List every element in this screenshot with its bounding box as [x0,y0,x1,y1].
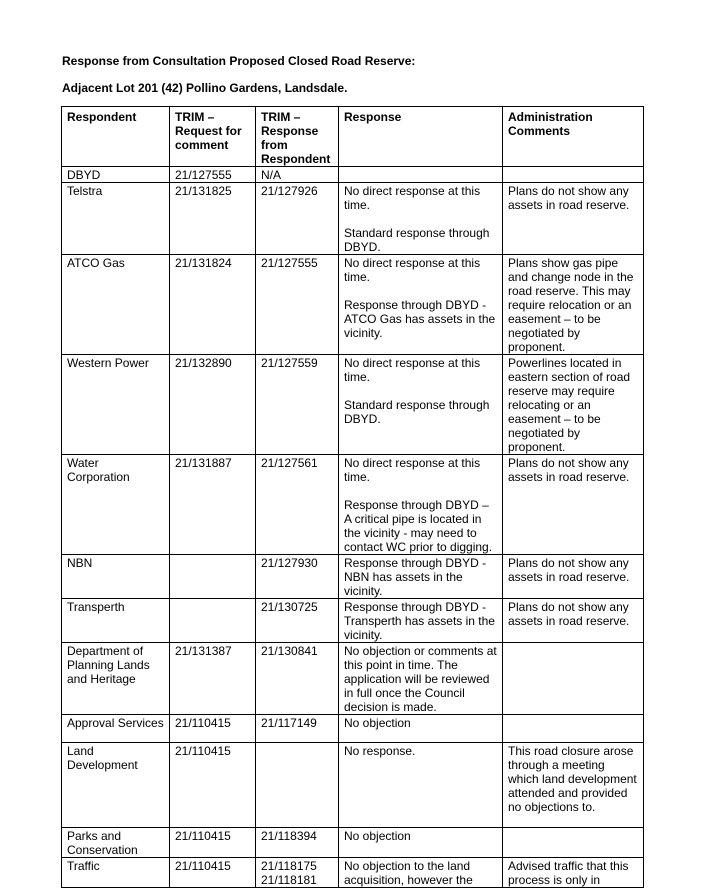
cell-trim-response: 21/118175 21/118181 [256,858,339,888]
cell-trim-response: 21/117149 [256,715,339,743]
table-row [62,858,644,888]
cell-respondent: Western Power [62,355,170,455]
cell-trim-response: 21/118394 [256,828,339,858]
cell-trim-request: 21/132890 [170,355,256,455]
cell-admin-comments: Advised traffic that this process is only in [503,858,644,888]
table-row [62,183,644,255]
cell-respondent: Telstra [62,183,170,255]
cell-trim-request: 21/131825 [170,183,256,255]
cell-response: No objection [339,828,503,858]
table-row [62,355,644,455]
cell-trim-request [170,555,256,599]
cell-trim-response: 21/127930 [256,555,339,599]
table-row [62,599,644,643]
table-row [62,828,644,858]
cell-admin-comments: Plans do not show any assets in road reserve. [503,599,644,643]
table-row [62,643,644,715]
table-row [62,743,644,828]
cell-respondent: Transperth [62,599,170,643]
cell-admin-comments [503,715,644,743]
cell-trim-request [170,599,256,643]
cell-trim-request: 21/127555 [170,167,256,183]
cell-trim-response: 21/127561 [256,455,339,555]
cell-admin-comments: Plans do not show any assets in road reserve. [503,555,644,599]
cell-trim-request: 21/110415 [170,715,256,743]
header-trim-response: TRIM – Response from Respondent [256,107,339,167]
header-response: Response [339,107,503,167]
cell-admin-comments [503,167,644,183]
cell-response: No direct response at this time. Standard response through DBYD. [339,183,503,255]
cell-trim-request: 21/110415 [170,828,256,858]
cell-response: No direct response at this time. Response through DBYD – A critical pipe is located in the vicinity - may need to contact WC prior to digging. [339,455,503,555]
cell-response: No direct response at this time. Response through DBYD - ATCO Gas has assets in the vicinity. [339,255,503,355]
cell-trim-response: 21/127559 [256,355,339,455]
cell-trim-request: 21/110415 [170,743,256,828]
header-respondent: Respondent [62,107,170,167]
cell-trim-response: 21/130725 [256,599,339,643]
cell-admin-comments: This road closure arose through a meeting which land development attended and provided no objections to. [503,743,644,828]
table-row [62,715,644,743]
cell-trim-request: 21/131387 [170,643,256,715]
table-header-row [62,107,644,167]
cell-respondent: Parks and Conservation [62,828,170,858]
cell-admin-comments [503,643,644,715]
cell-response: No objection to the land acquisition, however the [339,858,503,888]
cell-response: No response. [339,743,503,828]
consultation-table [61,106,644,888]
cell-respondent: NBN [62,555,170,599]
cell-response: Response through DBYD - NBN has assets in the vicinity. [339,555,503,599]
cell-respondent: Traffic [62,858,170,888]
document-subtitle: Adjacent Lot 201 (42) Pollino Gardens, Landsdale. [62,81,348,95]
cell-trim-request: 21/110415 [170,858,256,888]
cell-admin-comments [503,828,644,858]
cell-response: Response through DBYD - Transperth has assets in the vicinity. [339,599,503,643]
cell-response: No objection [339,715,503,743]
cell-admin-comments: Plans do not show any assets in road reserve. [503,455,644,555]
table-row [62,555,644,599]
document-title: Response from Consultation Proposed Closed Road Reserve: [62,54,416,68]
cell-trim-response: 21/127926 [256,183,339,255]
cell-response: No objection or comments at this point in time. The application will be reviewed in full once the Council decision is made. [339,643,503,715]
cell-admin-comments: Plans do not show any assets in road reserve. [503,183,644,255]
table-row [62,255,644,355]
cell-respondent: ATCO Gas [62,255,170,355]
cell-respondent: Land Development [62,743,170,828]
cell-respondent: Water Corporation [62,455,170,555]
cell-respondent: Department of Planning Lands and Heritage [62,643,170,715]
cell-admin-comments: Plans show gas pipe and change node in the road reserve. This may require relocation or an easement – to be negotiated by proponent. [503,255,644,355]
cell-response: No direct response at this time. Standard response through DBYD. [339,355,503,455]
cell-trim-response: N/A [256,167,339,183]
cell-admin-comments: Powerlines located in eastern section of road reserve may require relocating or an easement – to be negotiated by proponent. [503,355,644,455]
cell-response [339,167,503,183]
table-row [62,455,644,555]
cell-trim-response [256,743,339,828]
table-row [62,167,644,183]
cell-trim-response: 21/127555 [256,255,339,355]
cell-respondent: DBYD [62,167,170,183]
cell-trim-request: 21/131824 [170,255,256,355]
cell-respondent: Approval Services [62,715,170,743]
header-trim-request: TRIM – Request for comment [170,107,256,167]
cell-trim-request: 21/131887 [170,455,256,555]
cell-trim-response: 21/130841 [256,643,339,715]
header-admin-comments: Administration Comments [503,107,644,167]
